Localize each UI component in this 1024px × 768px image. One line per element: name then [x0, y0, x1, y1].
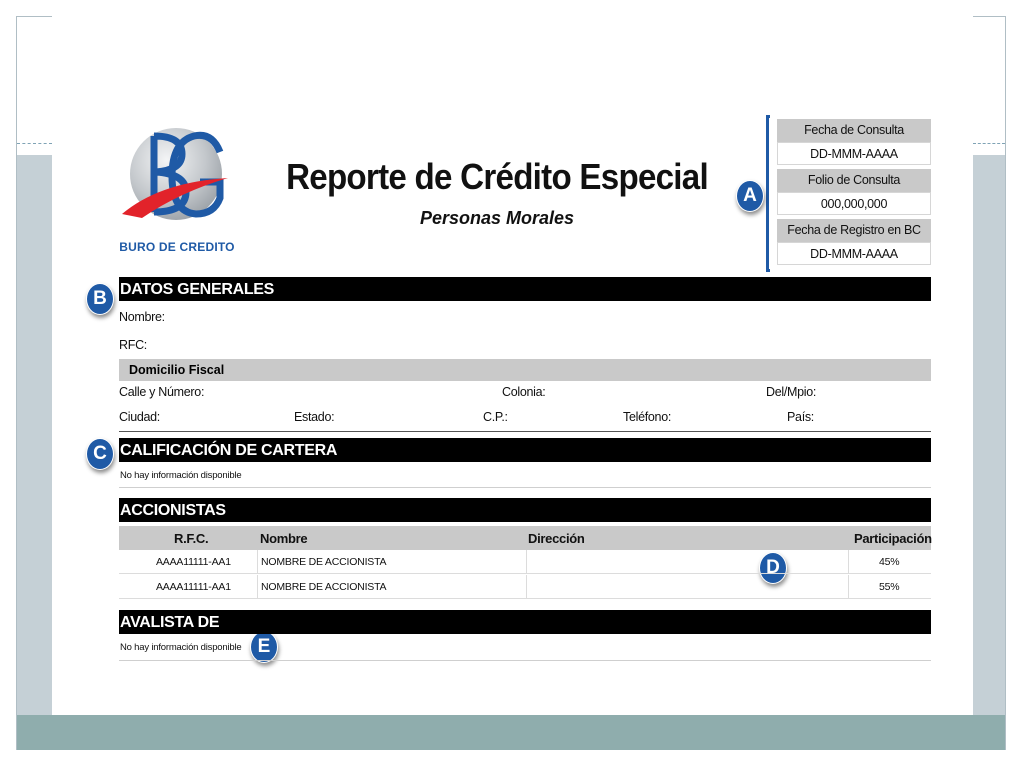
row-participacion: 55% [879, 581, 900, 593]
telefono-label: Teléfono: [623, 410, 672, 424]
rfc-label: RFC: [119, 338, 147, 352]
col-direccion: Dirección [528, 531, 585, 546]
table-row [119, 550, 931, 574]
cell-divider [848, 575, 849, 599]
row-rfc: AAAA11111-AA1 [156, 556, 231, 568]
cell-divider [257, 575, 258, 599]
left-dashed-line [17, 143, 52, 144]
colonia-label: Colonia: [502, 385, 546, 399]
badge-b: B [86, 283, 114, 315]
fecha-consulta-value: DD-MMM-AAAA [777, 142, 931, 165]
info-bracket [766, 115, 770, 272]
row-nombre: NOMBRE DE ACCIONISTA [261, 581, 387, 593]
pais-label: País: [787, 410, 814, 424]
folio-consulta-label: Folio de Consulta [777, 169, 931, 192]
badge-c: C [86, 438, 114, 470]
consulta-info-box [777, 119, 931, 269]
left-side-panel [17, 155, 52, 715]
badge-a: A [736, 180, 764, 212]
cp-label: C.P.: [483, 410, 508, 424]
row-nombre: NOMBRE DE ACCIONISTA [261, 556, 387, 568]
cell-divider [848, 550, 849, 574]
bottom-band [17, 715, 1005, 750]
accionistas-table-header [119, 526, 931, 550]
badge-d: D [759, 552, 787, 584]
right-side-panel [973, 155, 1005, 715]
row-participacion: 45% [879, 556, 900, 568]
estado-label: Estado: [294, 410, 335, 424]
table-row [119, 575, 931, 599]
avalista-rule [119, 660, 931, 661]
cell-divider [257, 550, 258, 574]
cell-divider [526, 575, 527, 599]
calificacion-rule [119, 487, 931, 488]
badge-e: E [250, 631, 278, 663]
datos-generales-rule [119, 431, 931, 432]
col-rfc: R.F.C. [174, 531, 209, 546]
avalista-message: No hay información disponible [120, 642, 242, 653]
calificacion-message: No hay información disponible [120, 470, 242, 481]
report-subtitle: Personas Morales [419, 208, 575, 228]
right-dashed-line [973, 143, 1005, 144]
buro-de-credito-logo [120, 118, 232, 258]
calle-label: Calle y Número: [119, 385, 205, 399]
col-participacion: Participación [854, 531, 932, 546]
logo-caption: BURO DE CREDITO [119, 240, 235, 254]
calificacion-heading: CALIFICACIÓN DE CARTERA [119, 438, 931, 462]
ciudad-label: Ciudad: [119, 410, 160, 424]
row-rfc: AAAA11111-AA1 [156, 581, 231, 593]
folio-consulta-value: 000,000,000 [777, 192, 931, 215]
fecha-registro-label: Fecha de Registro en BC [777, 219, 931, 242]
nombre-label: Nombre: [119, 310, 165, 324]
fecha-registro-value: DD-MMM-AAAA [777, 242, 931, 265]
report-title: Reporte de Crédito Especial [286, 156, 708, 197]
delmpio-label: Del/Mpio: [766, 385, 817, 399]
col-nombre: Nombre [260, 531, 308, 546]
cell-divider [526, 550, 527, 574]
accionistas-heading: ACCIONISTAS [119, 498, 931, 522]
datos-generales-heading: DATOS GENERALES [119, 277, 931, 301]
avalista-heading: AVALISTA DE [119, 610, 931, 634]
domicilio-fiscal-heading: Domicilio Fiscal [119, 359, 931, 381]
fecha-consulta-label: Fecha de Consulta [777, 119, 931, 142]
